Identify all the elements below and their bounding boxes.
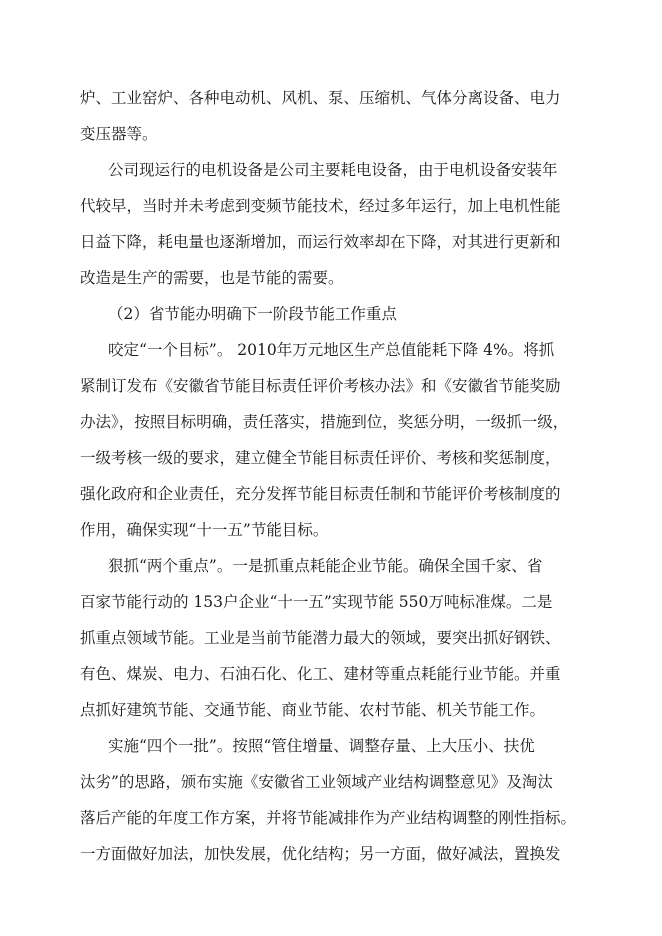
text-line: 百家节能行动的 153户企业“十一五”实现节能 550万吨标准煤。二是: [80, 593, 553, 611]
text-line: 强化政府和企业责任，充分发挥节能目标责任制和节能评价考核制度的: [80, 485, 561, 503]
text-line: 紧制订发布《安徽省节能目标责任评价考核办法》和《安徽省节能奖励: [80, 377, 561, 395]
text-line: 变压器等。: [80, 125, 158, 143]
text-line: 汰劣”的思路，颁布实施《安徽省工业领域产业结构调整意见》及淘汰: [80, 773, 553, 791]
text-line: 代较早，当时并未考虑到变频节能技术，经过多年运行，加上电机性能: [80, 197, 561, 215]
text-line: 落后产能的年度工作方案，并将节能减排作为产业结构调整的刚性指标。: [80, 809, 577, 827]
text-line: 一方面做好加法，加快发展，优化结构；另一方面，做好减法，置换发: [80, 845, 561, 863]
text-line: 一级考核一级的要求，建立健全节能目标责任评价、考核和奖惩制度，: [80, 449, 561, 467]
paragraph-start: 狠抓“两个重点”。一是抓重点耗能企业节能。确保全国千家、省: [108, 557, 543, 575]
paragraph-start: 公司现运行的电机设备是公司主要耗电设备，由于电机设备安装年: [108, 161, 558, 179]
text-line: 抓重点领域节能。工业是当前节能潜力最大的领域，要突出抓好钢铁、: [80, 629, 561, 647]
text-line: 有色、煤炭、电力、石油石化、化工、建材等重点耗能行业节能。并重: [80, 665, 561, 683]
text-line: 点抓好建筑节能、交通节能、商业节能、农村节能、机关节能工作。: [80, 701, 546, 719]
text-line: 作用，确保实现“十一五”节能目标。: [80, 521, 329, 539]
paragraph-start: 实施“四个一批”。按照“管住增量、调整存量、上大压小、扶优: [108, 737, 535, 755]
paragraph-start: 咬定“一个目标”。 2010年万元地区生产总值能耗下降 4%。将抓: [108, 341, 555, 359]
text-line: 炉、工业窑炉、各种电动机、风机、泵、压缩机、气体分离设备、电力: [80, 89, 561, 107]
section-heading: （2）省节能办明确下一阶段节能工作重点: [108, 305, 397, 323]
text-line: 办法》，按照目标明确，责任落实，措施到位，奖惩分明，一级抓一级，: [80, 413, 569, 431]
text-line: 日益下降，耗电量也逐渐增加，而运行效率却在下降，对其进行更新和: [80, 233, 561, 251]
text-line: 改造是生产的需要，也是节能的需要。: [80, 269, 344, 287]
